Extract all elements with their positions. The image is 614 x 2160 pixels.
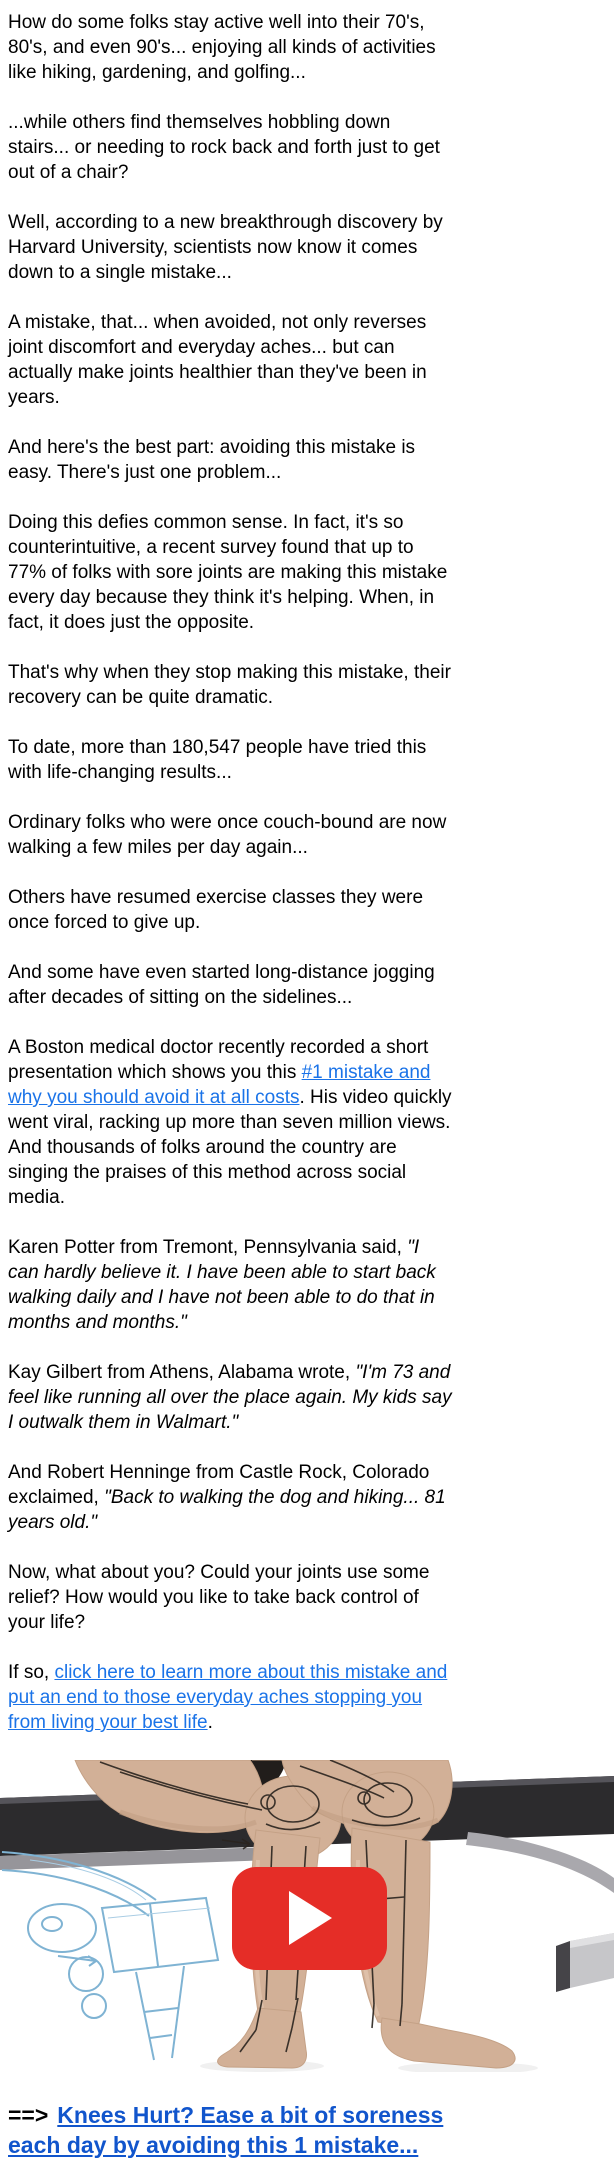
body-text: like hiking, gardening, and golfing...	[8, 62, 306, 83]
paragraph-9	[8, 810, 568, 860]
body-text: after decades of sitting on the sidelines...	[8, 987, 353, 1008]
body-text: And thousands of folks around the country are	[8, 1137, 397, 1158]
body-text: once forced to give up.	[8, 912, 201, 933]
paragraph-3	[8, 210, 568, 285]
video-thumbnail[interactable]	[0, 1760, 614, 2072]
paragraph-14	[8, 1360, 568, 1435]
body-text: Now, what about you? Could your joints use some	[8, 1562, 430, 1583]
body-text: To date, more than 180,547 people have tried this	[8, 737, 427, 758]
cta-link[interactable]: Knees Hurt? Ease a bit of soreness each day by avoiding this 1 mistake...	[8, 2102, 444, 2158]
inline-link[interactable]: from living your best life	[8, 1712, 208, 1733]
inline-link[interactable]: #1 mistake and	[301, 1062, 431, 1083]
inline-link[interactable]: put an end to those everyday aches stopping you	[8, 1687, 423, 1708]
paragraph-8	[8, 735, 568, 785]
body-text: actually make joints healthier than they've been in	[8, 362, 427, 383]
paragraph-13	[8, 1235, 568, 1335]
body-text: joint discomfort and everyday aches... but can	[8, 337, 395, 358]
paragraph-6	[8, 510, 568, 635]
body-text: That's why when they stop making this mistake, their	[8, 662, 451, 683]
body-text: And Robert Henninge from Castle Rock, Colorado	[8, 1462, 430, 1483]
body-text: If so,	[8, 1662, 55, 1683]
body-text: A mistake, that... when avoided, not only reverses	[8, 312, 427, 333]
quote-text: walking daily and I have not been able to do that in	[8, 1287, 435, 1308]
body-text: Doing this defies common sense. In fact, it's so	[8, 512, 404, 533]
body-text: your life?	[8, 1612, 86, 1633]
quote-text: months and months."	[8, 1312, 187, 1333]
paragraph-5	[8, 435, 568, 485]
body-text: Karen Potter from Tremont, Pennsylvania said,	[8, 1237, 408, 1258]
paragraph-1	[8, 10, 568, 85]
body-text: out of a chair?	[8, 162, 129, 183]
body-text: Well, according to a new breakthrough discovery by	[8, 212, 443, 233]
body-text: Harvard University, scientists now know it comes	[8, 237, 418, 258]
quote-text: "Back to walking the dog and hiking... 81	[104, 1487, 446, 1508]
body-text: Others have resumed exercise classes they were	[8, 887, 424, 908]
body-text: 80's, and even 90's... enjoying all kinds of activities	[8, 37, 436, 58]
body-text: recovery can be quite dramatic.	[8, 687, 274, 708]
body-text: And here's the best part: avoiding this mistake is	[8, 437, 416, 458]
quote-text: feel like running all over the place again. My kids say	[8, 1387, 452, 1408]
body-text: .	[207, 1712, 213, 1733]
cta-arrow-prefix: ==>	[8, 2102, 49, 2128]
cta	[8, 2100, 614, 2160]
youtube-play-icon[interactable]	[232, 1867, 387, 1970]
body-text: . His video quickly	[299, 1087, 452, 1108]
body-text: 77% of folks with sore joints are making this mistake	[8, 562, 448, 583]
inline-link[interactable]: why you should avoid it at all costs	[8, 1087, 300, 1108]
paragraph-17	[8, 1660, 568, 1735]
body-text: counterintuitive, a recent survey found that up to	[8, 537, 414, 558]
body-text: How do some folks stay active well into their 70's,	[8, 12, 425, 33]
quote-text: can hardly believe it. I have been able to start back	[8, 1262, 436, 1283]
body-text: Ordinary folks who were once couch-bound are now	[8, 812, 447, 833]
body-text: And some have even started long-distance jogging	[8, 962, 435, 983]
body-text: walking a few miles per day again...	[8, 837, 308, 858]
body-text: A Boston medical doctor recently recorded a short	[8, 1037, 429, 1058]
body-text: singing the praises of this method across social	[8, 1162, 407, 1183]
quote-text: I outwalk them in Walmart."	[8, 1412, 239, 1433]
body-text: down to a single mistake...	[8, 262, 232, 283]
body-text: went viral, racking up more than seven million views.	[8, 1112, 451, 1133]
paragraph-11	[8, 960, 568, 1010]
paragraph-10	[8, 885, 568, 935]
paragraph-12	[8, 1035, 568, 1210]
body-text: years.	[8, 387, 60, 408]
body-text: presentation which shows you this	[8, 1062, 302, 1083]
body-text: media.	[8, 1187, 66, 1208]
paragraph-16	[8, 1560, 568, 1635]
body-text: Kay Gilbert from Athens, Alabama wrote,	[8, 1362, 356, 1383]
paragraph-7	[8, 660, 568, 710]
article-text	[8, 10, 568, 1735]
body-text: ...while others find themselves hobbling down	[8, 112, 391, 133]
quote-text: "I'm 73 and	[355, 1362, 451, 1383]
body-text: fact, it does just the opposite.	[8, 612, 255, 633]
paragraph-2	[8, 110, 568, 185]
body-text: exclaimed,	[8, 1487, 105, 1508]
quote-text: years old."	[8, 1512, 98, 1533]
quote-text: "I	[407, 1237, 420, 1258]
paragraph-4	[8, 310, 568, 410]
body-text: stairs... or needing to rock back and forth just to get	[8, 137, 440, 158]
body-text: every day because they think it's helping. When, in	[8, 587, 435, 608]
body-text: with life-changing results...	[8, 762, 232, 783]
inline-link[interactable]: click here to learn more about this mistake and	[54, 1662, 448, 1683]
play-triangle-icon	[289, 1891, 332, 1945]
body-text: relief? How would you like to take back control of	[8, 1587, 419, 1608]
body-text: easy. There's just one problem...	[8, 462, 282, 483]
paragraph-15	[8, 1460, 568, 1535]
